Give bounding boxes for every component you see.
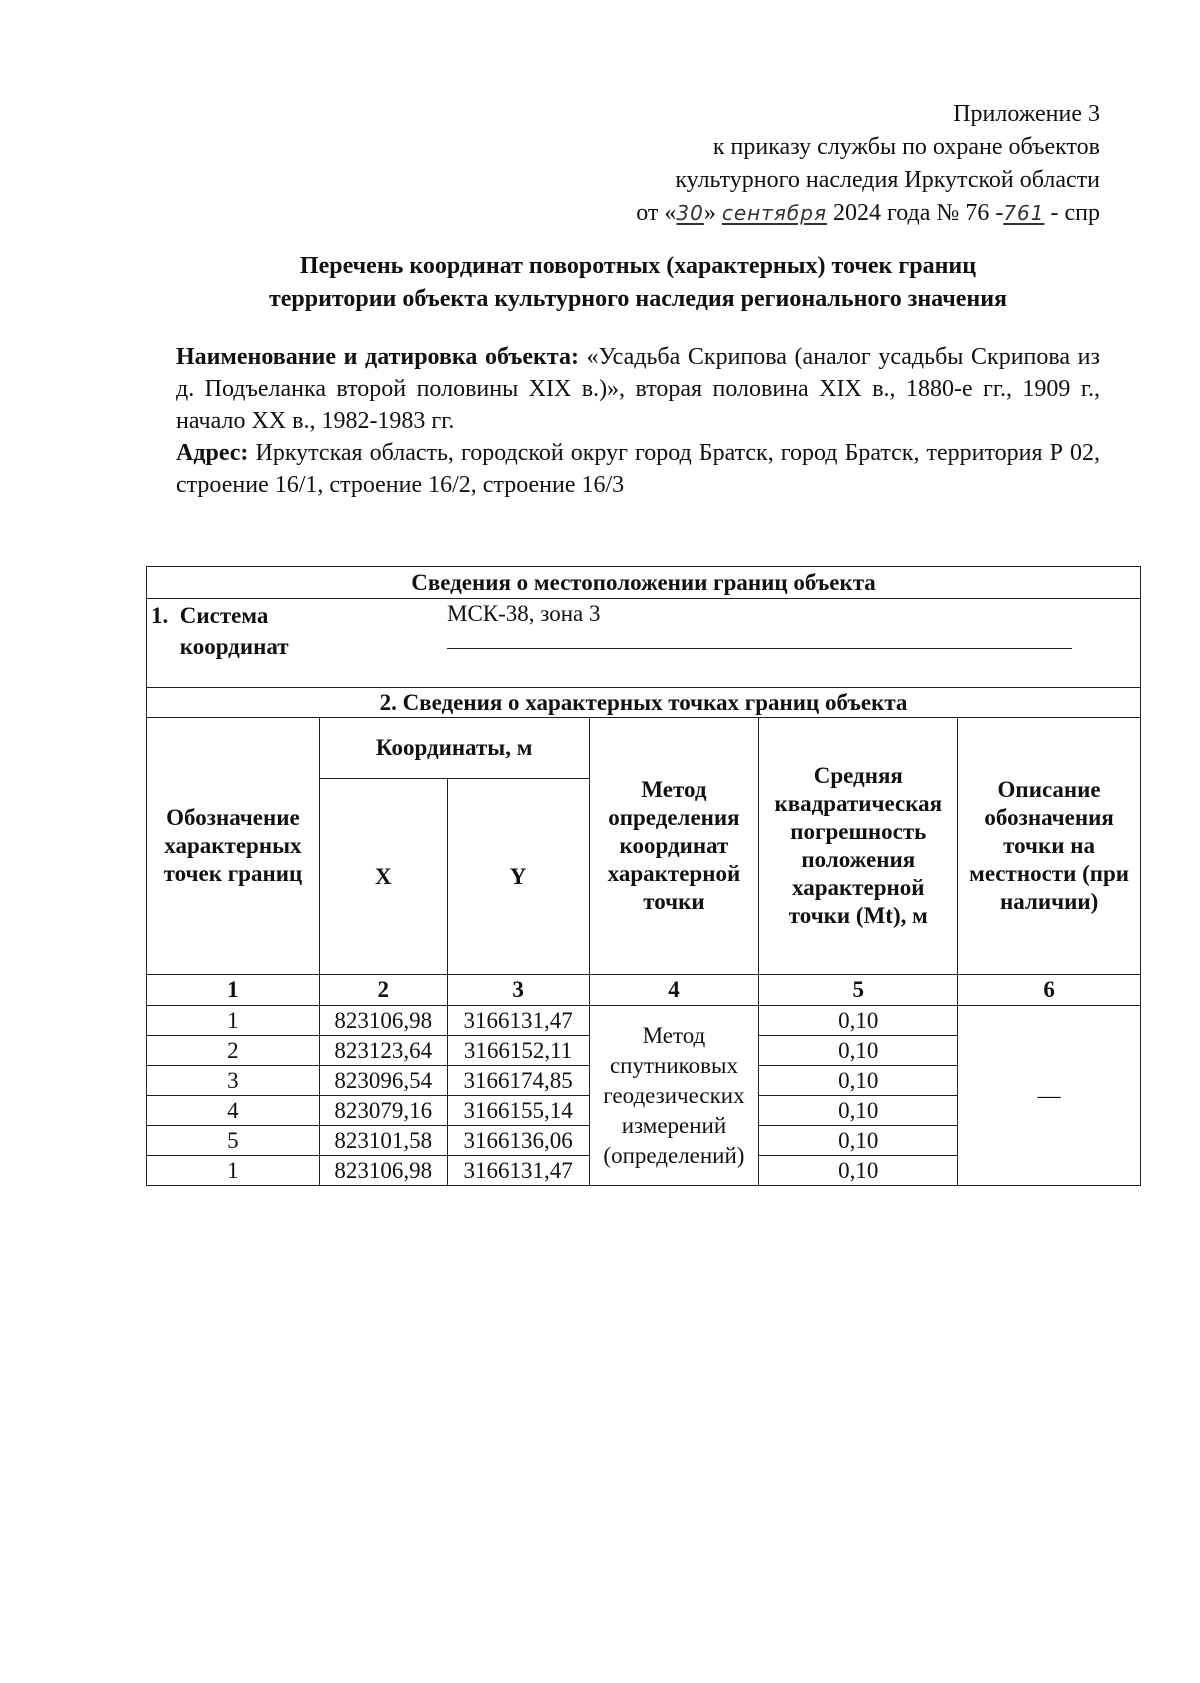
handwritten-day: 30 — [676, 201, 704, 225]
address-value: Иркутская область, городской округ город Братск, город Братск, территория Р 02, строение 16/1, строение 16/2, строение 16/3 — [176, 440, 1101, 498]
column-number: 2 — [319, 975, 447, 1006]
method-value: Метод спутниковых геодезических измерений (определений) — [589, 1006, 759, 1186]
point-x: 823079,16 — [319, 1096, 447, 1126]
point-x: 823106,98 — [319, 1156, 447, 1186]
coordinate-system-cell — [147, 599, 1141, 688]
header-x: X — [319, 779, 447, 975]
object-info — [176, 341, 1100, 501]
appendix-line-3: культурного наследия Иркутской области — [675, 167, 1100, 193]
point-id: 5 — [147, 1126, 320, 1156]
header-method: Метод определения координат характерной точки — [589, 718, 759, 975]
header-designation: Обозначение характерных точек границ — [147, 718, 320, 975]
header-row-1 — [147, 718, 1141, 779]
coordinate-system-row — [147, 599, 1141, 688]
order-from: от « — [636, 200, 677, 226]
header-description: Описание обозначения точки на местности (при наличии) — [958, 718, 1141, 975]
coordinates-table — [146, 566, 1141, 1186]
point-mt: 0,10 — [759, 1036, 958, 1066]
point-mt: 0,10 — [759, 1096, 958, 1126]
title-line-1: Перечень координат поворотных (характерных) точек границ — [299, 253, 977, 279]
system-number: 1. — [151, 603, 169, 628]
point-id: 1 — [147, 1006, 320, 1036]
title-line-2: территории объекта культурного наследия регионального значения — [268, 286, 1008, 312]
section-title: Сведения о местоположении границ объекта — [147, 567, 1141, 599]
object-name-label: Наименование и датировка объекта: — [176, 344, 579, 370]
column-number: 1 — [147, 975, 320, 1006]
point-y: 3166155,14 — [447, 1096, 589, 1126]
point-id: 1 — [147, 1156, 320, 1186]
object-name-value: «Усадьба Скрипова (аналог усадьбы Скрипова из д. Подъеланка второй половины XIX в.)», вторая половина XIX в., 1880-е гг., 1909 г., начало XX в., 1982-1983 гг. — [176, 344, 1101, 434]
order-year: 2024 года № 76 - — [833, 200, 1004, 226]
object-address — [176, 437, 1100, 501]
system-underline — [447, 648, 1072, 649]
appendix-line-1: Приложение 3 — [953, 101, 1100, 127]
handwritten-number: 761 — [1003, 201, 1045, 225]
point-mt: 0,10 — [759, 1156, 958, 1186]
appendix-header — [636, 98, 1100, 230]
point-y: 3166174,85 — [447, 1066, 589, 1096]
column-number: 3 — [447, 975, 589, 1006]
point-x: 823106,98 — [319, 1006, 447, 1036]
address-label: Адрес: — [176, 440, 249, 466]
points-title: 2. Сведения о характерных точках границ объекта — [147, 688, 1141, 718]
point-x: 823101,58 — [319, 1126, 447, 1156]
point-y: 3166152,11 — [447, 1036, 589, 1066]
point-x: 823123,64 — [319, 1036, 447, 1066]
document-title — [176, 250, 1100, 316]
point-y: 3166131,47 — [447, 1156, 589, 1186]
header-coordinates: Координаты, м — [319, 718, 589, 779]
table-row — [147, 1006, 1141, 1036]
coordinate-system-value: МСК-38, зона 3 — [447, 601, 601, 626]
points-title-row — [147, 688, 1141, 718]
column-number: 5 — [759, 975, 958, 1006]
header-error: Средняя квадратическая погрешность положения характерной точки (Mt), м — [759, 718, 958, 975]
point-y: 3166136,06 — [447, 1126, 589, 1156]
point-id: 2 — [147, 1036, 320, 1066]
quote-close: » — [703, 200, 716, 226]
point-mt: 0,10 — [759, 1066, 958, 1096]
column-number: 4 — [589, 975, 759, 1006]
appendix-line-2: к приказу службы по охране объектов — [712, 134, 1100, 160]
point-id: 4 — [147, 1096, 320, 1126]
handwritten-month: сентября — [721, 201, 827, 225]
section-title-row — [147, 567, 1141, 599]
point-mt: 0,10 — [759, 1006, 958, 1036]
description-value: — — [958, 1006, 1141, 1186]
point-mt: 0,10 — [759, 1126, 958, 1156]
point-id: 3 — [147, 1066, 320, 1096]
point-y: 3166131,47 — [447, 1006, 589, 1036]
header-y: Y — [447, 779, 589, 975]
column-numbers-row — [147, 975, 1141, 1006]
point-x: 823096,54 — [319, 1066, 447, 1096]
column-number: 6 — [958, 975, 1141, 1006]
system-label-2: координат — [179, 634, 289, 659]
appendix-line-4 — [636, 197, 1100, 230]
coordinate-system-label — [151, 600, 289, 662]
object-name — [176, 341, 1100, 437]
order-suffix: - спр — [1050, 200, 1100, 226]
system-label-1: Система — [179, 603, 269, 628]
